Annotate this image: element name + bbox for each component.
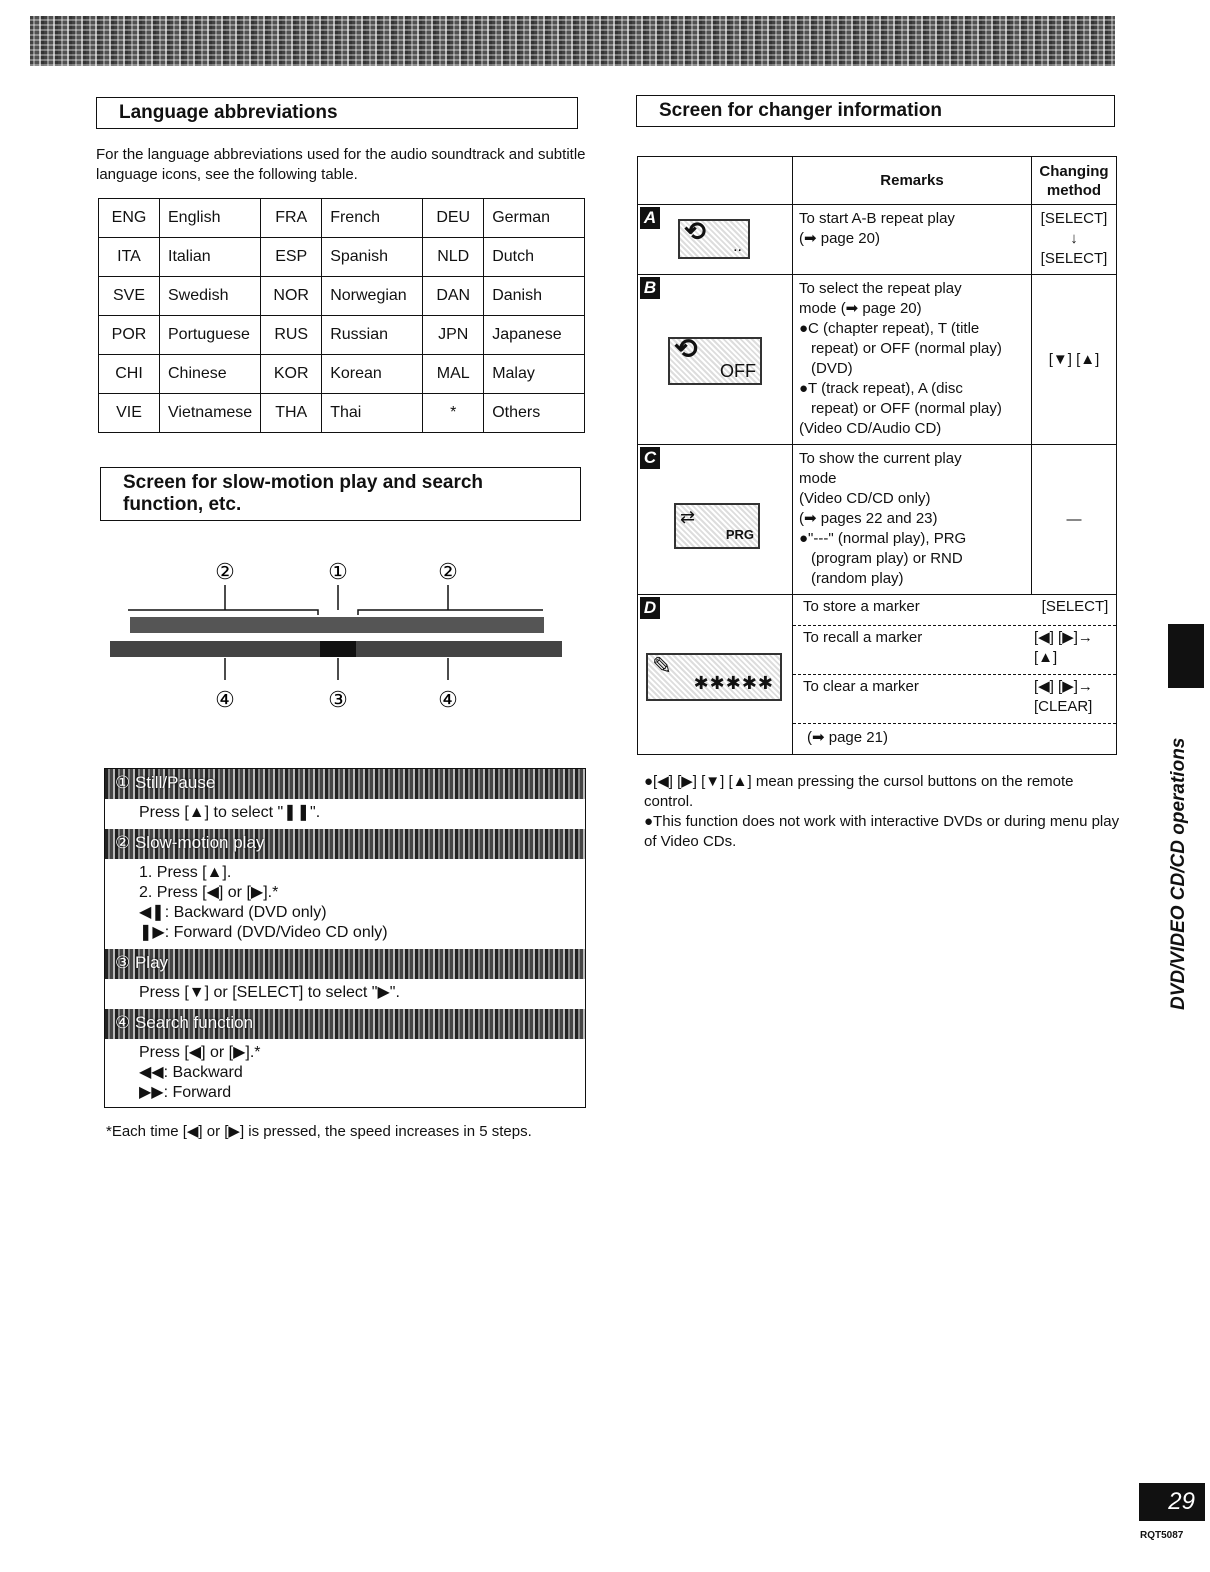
lang-code: FRA xyxy=(261,199,322,238)
mode-title: ② Slow-motion play xyxy=(115,833,265,852)
lang-code: DEU xyxy=(423,199,484,238)
letter-d: D xyxy=(640,597,660,619)
lang-name: Norwegian xyxy=(322,277,423,316)
lang-name: Malay xyxy=(484,355,585,394)
changer-note-1: ●[◀] [▶] [▼] [▲] mean pressing the cursol buttons on the remote control. xyxy=(644,773,1074,810)
lang-code: POR xyxy=(99,316,160,355)
lang-code: THA xyxy=(261,394,322,433)
row-d-body xyxy=(793,595,1117,755)
row-c-remark-line: To show the current play xyxy=(799,450,962,467)
letter-c: C xyxy=(640,447,660,469)
row-a-method xyxy=(1032,205,1117,275)
row-c-remark-line: (Video CD/CD only) xyxy=(799,490,931,507)
mode-title-bar xyxy=(105,829,585,859)
lang-code: RUS xyxy=(261,316,322,355)
recall-method-2: [▲] xyxy=(1034,649,1058,666)
lang-code: VIE xyxy=(99,394,160,433)
mode-title: ④ Search function xyxy=(115,1013,254,1032)
row-b-method: [▼] [▲] xyxy=(1032,275,1117,445)
mode-description xyxy=(105,799,585,829)
lang-name: Korean xyxy=(322,355,423,394)
letter-b: B xyxy=(640,277,660,299)
mode-line: Press [▼] or [SELECT] to select "▶". xyxy=(139,984,400,1001)
row-a-method-2: ↓ xyxy=(1070,230,1078,247)
lang-name: Chinese xyxy=(160,355,261,394)
label-bot-mid: ③ xyxy=(328,687,348,712)
recall-marker: To recall a marker xyxy=(803,629,923,646)
row-b-remarks xyxy=(793,275,1032,445)
mode-description xyxy=(105,859,585,949)
row-a-method-3: [SELECT] xyxy=(1040,250,1108,267)
row-c-remark-line: mode xyxy=(799,470,837,487)
mode-line: ◀❚: Backward (DVD only) xyxy=(139,904,327,921)
slow-heading xyxy=(100,467,581,521)
lang-row xyxy=(99,355,585,394)
sidebar-tab-marker xyxy=(1168,624,1204,688)
header-decoration-band xyxy=(30,16,1115,66)
store-method: [SELECT] xyxy=(1041,598,1109,615)
lang-code: NOR xyxy=(261,277,322,316)
store-marker: To store a marker xyxy=(803,598,920,615)
lang-name: Portuguese xyxy=(160,316,261,355)
row-c-icon xyxy=(638,445,793,595)
lang-name: Dutch xyxy=(484,238,585,277)
lang-name: Others xyxy=(484,394,585,433)
lang-heading-text: Language abbreviations xyxy=(119,102,338,123)
changer-note-2: ●This function does not work with interactive DVDs or during menu play of Video CDs. xyxy=(644,813,1120,850)
slow-heading-line1: Screen for slow-motion play and search xyxy=(123,472,484,493)
play-mode-icon: ⇄ PRG xyxy=(674,503,760,549)
lang-name: English xyxy=(160,199,261,238)
clear-marker: To clear a marker xyxy=(803,678,919,695)
lang-row xyxy=(99,238,585,277)
lang-code: NLD xyxy=(423,238,484,277)
row-b-remark-line: ●T (track repeat), A (disc xyxy=(799,380,963,397)
lang-name: German xyxy=(484,199,585,238)
clear-method xyxy=(1028,675,1116,723)
row-b-remark-line: (DVD) xyxy=(811,360,853,377)
row-b-icon xyxy=(638,275,793,445)
lang-name: Swedish xyxy=(160,277,261,316)
diagram-upper-bar xyxy=(130,617,544,633)
recall-method-1: [◀] [▶]→ xyxy=(1034,629,1093,646)
slow-motion-diagram xyxy=(108,555,568,725)
mode-line: ❚▶: Forward (DVD/Video CD only) xyxy=(139,924,388,941)
slow-heading-line2: function, etc. xyxy=(123,494,242,515)
mode-line: ◀◀: Backward xyxy=(139,1064,243,1081)
row-a-remarks-1: To start A-B repeat play xyxy=(799,210,955,227)
mode-line: 2. Press [◀] or [▶].* xyxy=(139,884,279,901)
marker-page-ref: (➡ page 21) xyxy=(793,723,1116,753)
page-number: 29 xyxy=(1139,1483,1205,1521)
mode-line: Press [◀] or [▶].* xyxy=(139,1044,261,1061)
letter-a: A xyxy=(640,207,660,229)
repeat-ab-icon: ⟲ .. xyxy=(678,219,750,259)
row-c-remark-line: (random play) xyxy=(811,570,904,587)
col-method: Changing method xyxy=(1032,157,1117,205)
lang-code: KOR xyxy=(261,355,322,394)
row-c-remark-line: (➡ pages 22 and 23) xyxy=(799,510,938,527)
lang-heading xyxy=(96,97,578,129)
lang-table xyxy=(98,198,585,433)
lcd-prg-text: PRG xyxy=(725,527,754,542)
slow-footnote: *Each time [◀] or [▶] is pressed, the speed increases in 5 steps. xyxy=(106,1123,532,1140)
row-b-remark-line: repeat) or OFF (normal play) xyxy=(811,340,1002,357)
lang-code: CHI xyxy=(99,355,160,394)
lang-name: Italian xyxy=(160,238,261,277)
row-a-method-1: [SELECT] xyxy=(1040,210,1108,227)
lang-row xyxy=(99,199,585,238)
row-a-remarks-2: (➡ page 20) xyxy=(799,230,880,247)
lang-code: DAN xyxy=(423,277,484,316)
lang-code: * xyxy=(423,394,484,433)
lang-code: MAL xyxy=(423,355,484,394)
label-bot-right: ④ xyxy=(438,687,458,712)
lang-code: ESP xyxy=(261,238,322,277)
lang-row xyxy=(99,277,585,316)
lang-name: Russian xyxy=(322,316,423,355)
mode-description xyxy=(105,979,585,1009)
lang-name: Thai xyxy=(322,394,423,433)
row-b-remark-line: To select the repeat play xyxy=(799,280,962,297)
mode-line: ▶▶: Forward xyxy=(139,1084,232,1101)
label-bot-left: ④ xyxy=(215,687,235,712)
lang-row xyxy=(99,394,585,433)
play-modes-box xyxy=(104,768,586,1108)
lang-code: ENG xyxy=(99,199,160,238)
marker-icon: ✎ ✱✱✱✱✱ xyxy=(646,653,782,701)
row-a-remarks xyxy=(793,205,1032,275)
mode-title-bar xyxy=(105,1009,585,1039)
mode-line: 1. Press [▲]. xyxy=(139,864,232,881)
mode-title: ③ Play xyxy=(115,953,169,972)
clear-method-1: [◀] [▶]→ xyxy=(1034,678,1093,695)
row-a-icon xyxy=(638,205,793,275)
mode-line: Press [▲] to select "❚❚". xyxy=(139,804,321,821)
mode-title-bar xyxy=(105,769,585,799)
mode-description xyxy=(105,1039,585,1109)
recall-method xyxy=(1028,626,1116,674)
lang-name: Japanese xyxy=(484,316,585,355)
lcd-off-text: OFF xyxy=(720,361,756,381)
lang-code: SVE xyxy=(99,277,160,316)
row-c-remarks xyxy=(793,445,1032,595)
row-b-remark-line: (Video CD/Audio CD) xyxy=(799,420,942,437)
changer-heading-text: Screen for changer information xyxy=(659,100,942,121)
sidebar-section-label: DVD/VIDEO CD/CD operations xyxy=(1168,737,1189,1010)
lang-code: JPN xyxy=(423,316,484,355)
lang-name: Spanish xyxy=(322,238,423,277)
lang-row xyxy=(99,316,585,355)
changer-table xyxy=(637,156,1117,755)
lcd-marker-text: ✱✱✱✱✱ xyxy=(693,673,774,693)
mode-title-bar xyxy=(105,949,585,979)
lang-intro: For the language abbreviations used for the audio soundtrack and subtitle language icons, see the following table. xyxy=(96,146,586,183)
label-top-mid: ① xyxy=(328,559,348,584)
row-b-remark-line: mode (➡ page 20) xyxy=(799,300,922,317)
label-top-left: ② xyxy=(215,559,235,584)
lang-code: ITA xyxy=(99,238,160,277)
row-c-remark-line: ●"---" (normal play), PRG xyxy=(799,530,967,547)
mode-title: ① Still/Pause xyxy=(115,773,216,792)
row-b-remark-line: repeat) or OFF (normal play) xyxy=(811,400,1002,417)
changer-heading xyxy=(636,95,1115,127)
clear-method-2: [CLEAR] xyxy=(1034,698,1093,715)
row-c-remark-line: (program play) or RND xyxy=(811,550,963,567)
col-remarks: Remarks xyxy=(793,157,1032,205)
repeat-off-icon: ⟲ OFF xyxy=(668,337,762,385)
model-number: RQT5087 xyxy=(1140,1530,1184,1541)
row-c-method: — xyxy=(1032,445,1117,595)
lang-name: Vietnamese xyxy=(160,394,261,433)
row-b-remark-line: ●C (chapter repeat), T (title xyxy=(799,320,980,337)
row-d-icon xyxy=(638,595,793,755)
lang-name: Danish xyxy=(484,277,585,316)
lang-name: French xyxy=(322,199,423,238)
label-top-right: ② xyxy=(438,559,458,584)
